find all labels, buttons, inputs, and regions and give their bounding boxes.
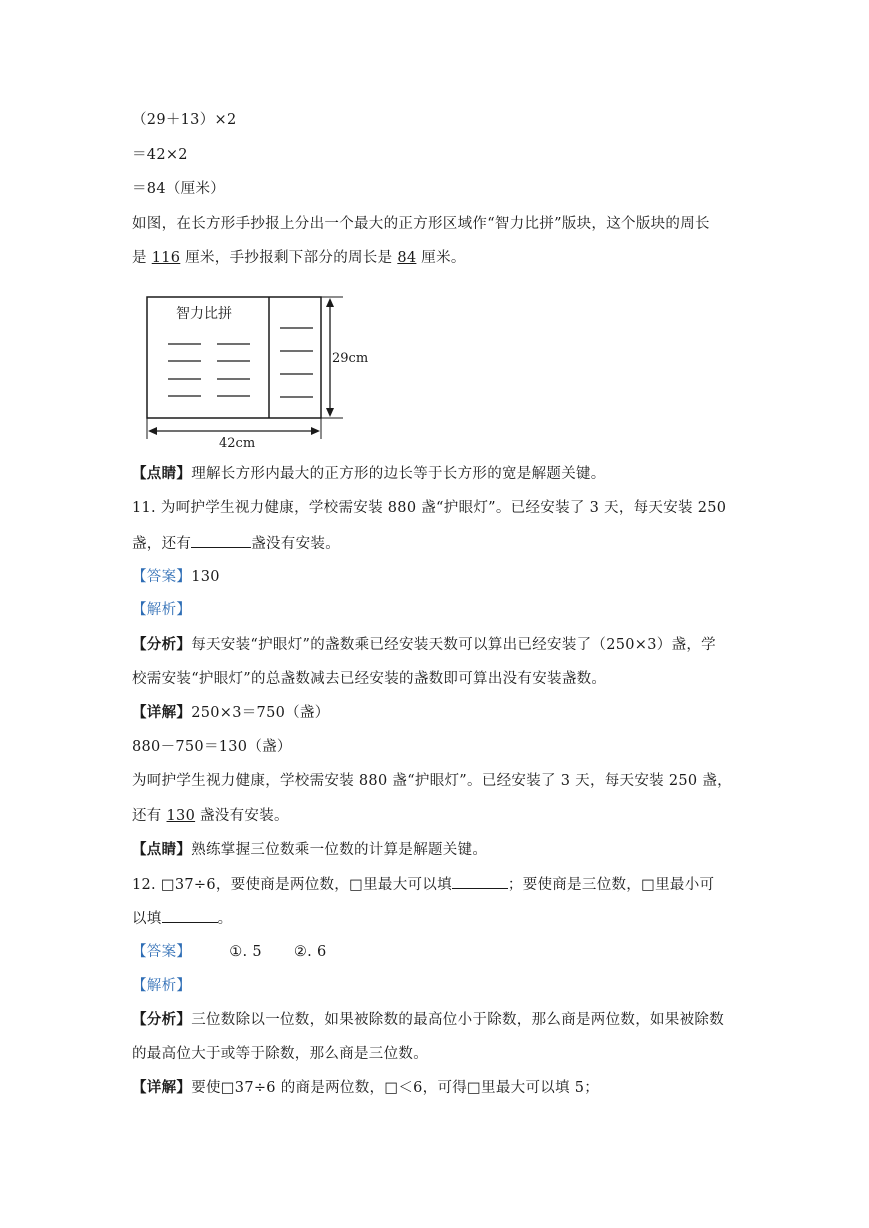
q11-tip: 【点睛】熟练掌握三位数乘一位数的计算是解题关键。: [132, 841, 488, 858]
q12-answer: 【答案】 ①. 5 ②. 6: [132, 944, 327, 960]
calc-line-3: ＝84（厘米）: [132, 181, 226, 197]
text-lines-right: [280, 328, 313, 397]
tip-10: 【点睛】理解长方形内最大的正方形的边长等于长方形的宽是解题关键。: [132, 465, 606, 482]
q12-analysis-tag: 【解析】: [132, 978, 192, 994]
q12-fenxi-1: 【分析】三位数除以一位数，如果被除数的最高位小于除数，那么商是两位数，如果被除数: [132, 1011, 724, 1028]
q12-detail-1: 【详解】要使□37÷6 的商是两位数，□＜6，可得□里最大可以填 5；: [132, 1079, 600, 1096]
q11-fenxi-1: 【分析】每天安装“护眼灯”的盏数乘已经安装天数可以算出已经安装了（250×3）盏，学: [132, 636, 716, 653]
q11-analysis-tag: 【解析】: [132, 602, 192, 618]
q11-line-1: 11. 为呵护学生视力健康，学校需安装 880 盏“护眼灯”。已经安装了 3 天，每天安装 250: [132, 500, 727, 516]
answer-perimeter-rest: 84: [397, 250, 417, 266]
width-label: 42cm: [219, 436, 256, 450]
q11-line-2: 盏，还有 盏没有安装。: [132, 533, 340, 554]
summary-line-2: 是 116 厘米，手抄报剩下部分的周长是 84 厘米。: [132, 250, 466, 266]
summary-line-1: 如图，在长方形手抄报上分出一个最大的正方形区域作“智力比拼”版块，这个版块的周长: [132, 216, 710, 232]
rectangle-figure: [140, 290, 380, 450]
q12-fenxi-2: 的最高位大于或等于除数，那么商是三位数。: [132, 1046, 428, 1062]
q12-line-2: 以填 。: [132, 908, 232, 929]
figure-block-title: 智力比拼: [176, 306, 232, 322]
q12-blank-2: [162, 908, 218, 923]
q11-answer: 【答案】130: [132, 569, 220, 585]
answer-perimeter-square: 116: [151, 250, 181, 266]
q11-fenxi-2: 校需安装“护眼灯”的总盏数减去已经安装的盏数即可算出没有安装盏数。: [132, 671, 607, 687]
text-lines-left: [168, 344, 250, 396]
q11-detail-1: 【详解】250×3＝750（盏）: [132, 704, 330, 721]
q12-line-1: 12. □37÷6，要使商是两位数，□里最大可以填 ；要使商是三位数，□里最小可: [132, 874, 714, 895]
q11-conclusion-1: 为呵护学生视力健康，学校需安装 880 盏“护眼灯”。已经安装了 3 天，每天安装 250 盏，: [132, 773, 732, 789]
q11-blank: [191, 533, 251, 548]
q11-detail-2: 880－750＝130（盏）: [132, 739, 292, 755]
height-label: 29cm: [332, 351, 369, 366]
q11-conclusion-2: 还有 130 盏没有安装。: [132, 808, 289, 824]
calc-line-1: （29＋13）×2: [132, 112, 237, 128]
q12-blank-1: [452, 874, 508, 889]
calc-line-2: ＝42×2: [132, 147, 188, 163]
